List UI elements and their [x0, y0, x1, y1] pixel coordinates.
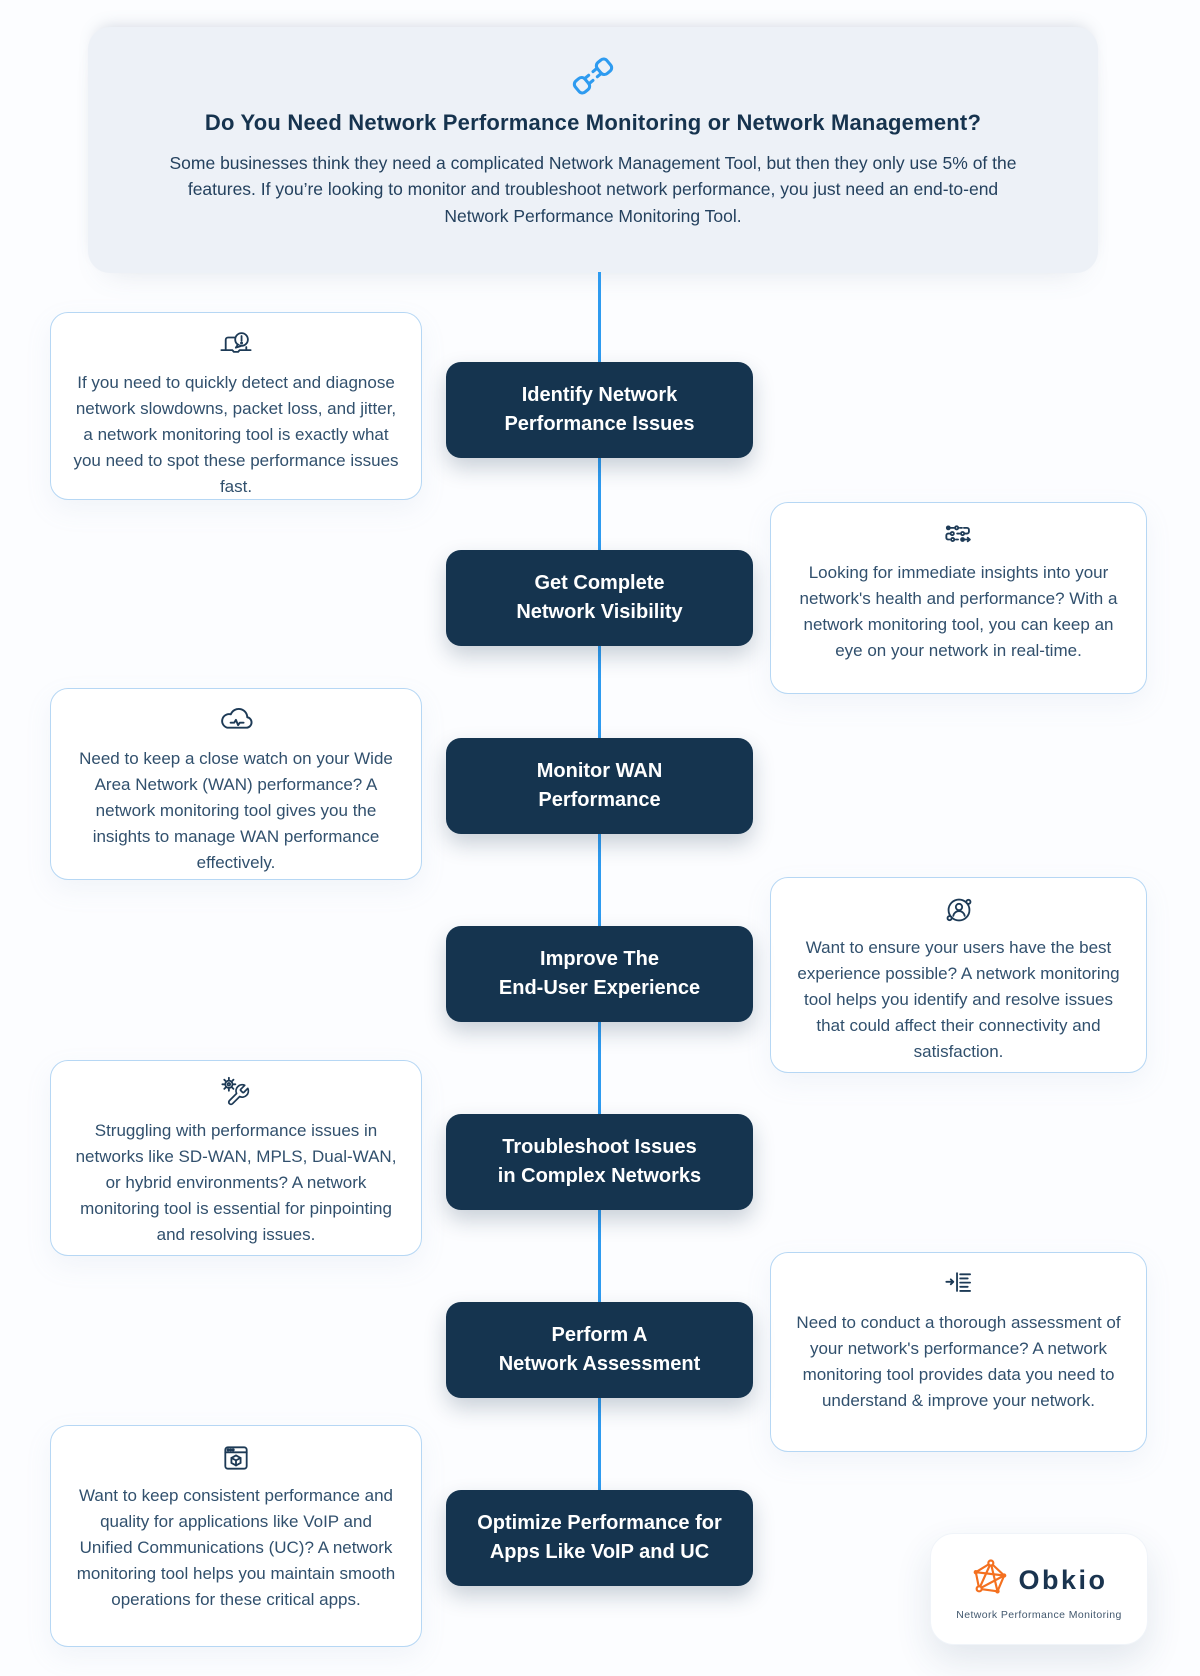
user-orbit-icon [793, 892, 1124, 928]
pill-optimize-voip-uc-apps [446, 1490, 753, 1586]
card-text: Looking for immediate insights into your network's health and performance? With a network monitoring tool, you can keep an eye on your network in real-time. [799, 563, 1118, 660]
pill-label-line1: Troubleshoot Issues [502, 1136, 697, 1158]
pill-label-line1: Improve The [540, 948, 659, 970]
card-text: Want to keep consistent performance and quality for applications like VoIP and Unified Communications (UC)? A network monitoring tool helps you maintain smooth operations for these critical apps. [76, 1486, 396, 1609]
pill-perform-network-assessment [446, 1302, 753, 1398]
pill-get-complete-network-visibility [446, 550, 753, 646]
pill-label-line2: Apps Like VoIP and UC [489, 1541, 710, 1563]
pill-improve-end-user-experience [446, 926, 753, 1022]
pill-label-line2: Performance [538, 789, 661, 811]
card-troubleshoot-complex [50, 1060, 422, 1256]
laptop-alert-icon [73, 327, 399, 363]
card-text: Want to ensure your users have the best experience possible? A network monitoring tool helps you identify and resolve issues that could affect their connectivity and satisfaction. [797, 938, 1120, 1061]
card-monitor-wan [50, 688, 422, 880]
plug-connection-icon [88, 53, 1098, 99]
pill-label-line1: Get Complete [534, 572, 665, 594]
cloud-pulse-icon [73, 703, 399, 739]
pill-label-line2: Network Visibility [516, 601, 683, 623]
pill-label-line2: in Complex Networks [497, 1165, 702, 1187]
header-title: Do You Need Network Performance Monitoring or Network Management? [204, 110, 982, 135]
obkio-logo-mark-icon [970, 1558, 1010, 1603]
pill-troubleshoot-complex-networks [446, 1114, 753, 1210]
card-text: Struggling with performance issues in networks like SD-WAN, MPLS, Dual-WAN, or hybrid environments? A network monitoring tool is essential for pinpointing and resolving issues. [75, 1121, 397, 1244]
obkio-wordmark: Obkio [1018, 1564, 1108, 1595]
pill-label-line2: Performance Issues [504, 413, 695, 435]
card-identify-issues [50, 312, 422, 500]
pill-label-line1: Perform A [551, 1324, 648, 1346]
card-text: Need to keep a close watch on your Wide Area Network (WAN) performance? A network monitoring tool gives you the insights to manage WAN performance effectively. [79, 749, 393, 872]
app-window-cube-icon [73, 1440, 399, 1476]
card-end-user-experience [770, 877, 1147, 1073]
card-optimize-apps [50, 1425, 422, 1647]
pill-label-line1: Identify Network [521, 384, 678, 406]
card-network-assessment [770, 1252, 1147, 1452]
obkio-logo-card [930, 1533, 1148, 1645]
card-text: Need to conduct a thorough assessment of your network's performance? A network monitoring tool provides data you need to understand & improve your network. [796, 1313, 1121, 1410]
obkio-tagline: Network Performance Monitoring [956, 1608, 1122, 1621]
pill-label-line2: Network Assessment [498, 1353, 701, 1375]
pill-label-line2: End-User Experience [498, 977, 701, 999]
header-card [88, 27, 1098, 273]
route-path-icon [793, 517, 1124, 553]
arrow-list-icon [793, 1267, 1124, 1303]
pill-monitor-wan-performance [446, 738, 753, 834]
pill-identify-network-performance-issues [446, 362, 753, 458]
pill-label-line1: Monitor WAN [536, 760, 663, 782]
card-text: If you need to quickly detect and diagnose network slowdowns, packet loss, and jitter, a network monitoring tool is exactly what you need to spot these performance issues fast. [73, 373, 399, 496]
gear-wrench-icon [73, 1075, 399, 1111]
header-body: Some businesses think they need a complicated Network Management Tool, but then they only use 5% of the features. If you’re looking to monitor and troubleshoot network performance, you just need an end-to-end Network Performance Monitoring Tool. [169, 152, 1017, 226]
pill-label-line1: Optimize Performance for [477, 1512, 722, 1534]
card-network-visibility [770, 502, 1147, 694]
